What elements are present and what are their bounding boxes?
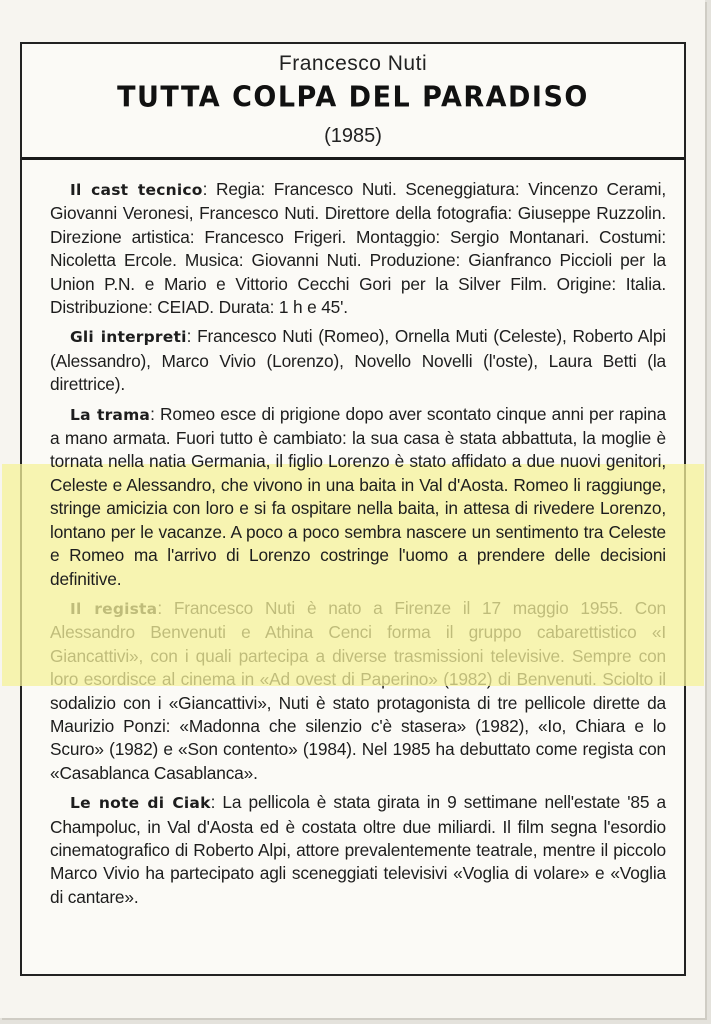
film-title: TUTTA COLPA DEL PARADISO (117, 81, 589, 114)
section-heading: Gli interpreti (70, 328, 187, 347)
card-header (22, 44, 684, 160)
card-frame (20, 42, 686, 976)
section-text: : Romeo esce di prigione dopo aver scontato cinque anni per rapina a mano armata. Fuori tutto è cambiato: la sua casa è stata abbattuta, la moglie è tornata nella natia Germania, il figlio Lorenzo è stato affidato a due nuovi genitori, Celeste e Alessandro, che vivono in una baita in Val d'Aosta. Romeo li raggiunge, stringe amicizia con loro e si fa ospitare nella baita, in attesa di rivedere Lorenzo, lontano per le vacanze. A poco a poco sembra nascere un sentimento tra Celeste e Romeo ma l'arrivo di Lorenzo costringe l'uomo a prendere delle decisioni definitive. (50, 403, 666, 589)
section-note-ciak (50, 791, 666, 909)
section-text: sodalizio con i «Giancattivi», Nuti è stato protagonista di tre pellicole dirette da Maurizio Ponzi: «Madonna che silenzio c'è stasera» (1982), «Io, Chiara e lo Scuro» (1982) e «Son contento» (1984). Nel 1985 ha debuttato come regista con «Casablanca Casablanca». (50, 692, 666, 783)
section-interpreti (50, 325, 666, 396)
section-text: : Regia: Francesco Nuti. Sceneggiatura: Vincenzo Cerami, Giovanni Veronesi, Francesco Nuti. Direttore della fotografia: Giuseppe Ruzzolin. Direzione artistica: Francesco Frigeri. Montaggio: Sergio Montanari. Costumi: Nicoletta Ercole. Musica: Giovanni Nuti. Produzione: Gianfranco Piccioli per la Union P.N. e Mario e Vittorio Cecchi Gori per la Silver Film. Origine: Italia. Distribuzione: CEIAD. Durata: 1 h e 45'. (50, 179, 667, 318)
section-heading: La trama (70, 405, 151, 424)
section-text: : La pellicola è stata girata in 9 settimane nell'estate '85 a Champoluc, in Val d'Aosta ed è costata oltre due miliardi. Il film segna l'esordio cinematografico di Roberto Alpi, attore prevalentemente teatrale, mentre il piccolo Marco Vivio ha partecipato agli sceneggiati televisivi «Voglia di volare» e «Voglia di cantare». (50, 792, 666, 907)
card-body (50, 178, 666, 915)
section-cast-tecnico (50, 178, 666, 319)
section-text: : Francesco Nuti (Romeo), Ornella Muti (Celeste), Roberto Alpi (Alessandro), Marco Vivio (Lorenzo), Novello Novelli (l'oste), Laura Betti (la direttrice). (50, 326, 666, 395)
director-name: Francesco Nuti (278, 52, 428, 75)
film-year: (1985) (324, 125, 382, 147)
section-heading: Il cast tecnico (70, 181, 203, 199)
section-heading: Le note di Ciak (70, 794, 211, 813)
section-trama (50, 403, 666, 591)
